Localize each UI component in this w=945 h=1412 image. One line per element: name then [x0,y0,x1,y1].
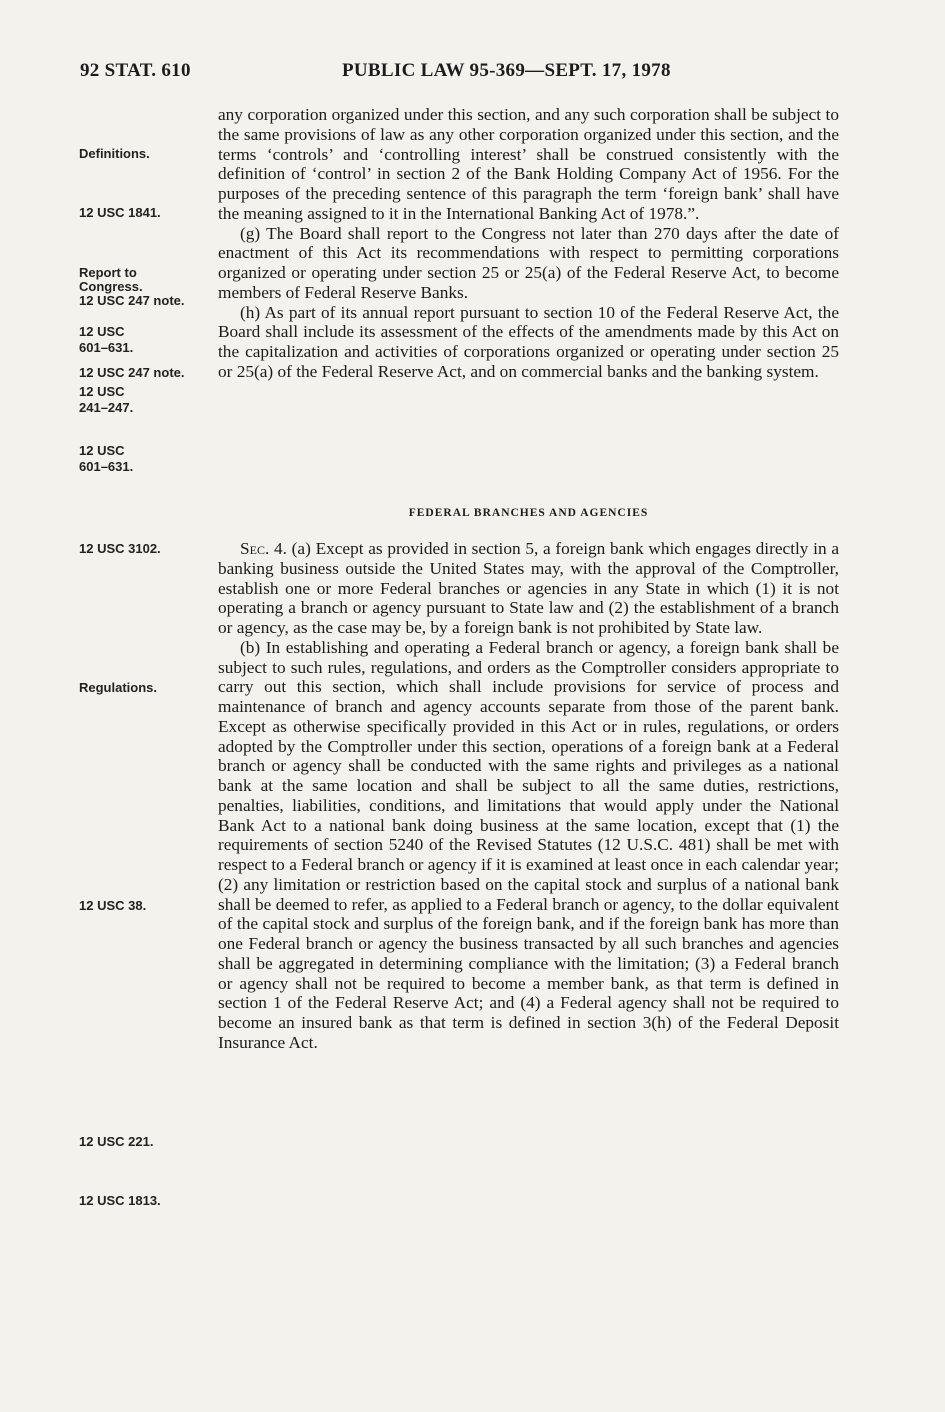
margin-note-12-usc-3102: 12 USC 3102. [79,541,161,556]
margin-note-601-631: 601–631. [79,340,134,355]
page-number-header: 92 STAT. 610 [80,60,191,81]
running-title-header: PUBLIC LAW 95-369—SEPT. 17, 1978 [342,60,671,81]
section-4-label: Sec. 4. [240,539,287,558]
margin-note-definitions: Definitions. [79,146,150,161]
section-4-a-text: (a) Except as provided in section 5, a foreign bank which engages directly in a banking business outside the United States may, with the approval of the Comptroller, establish one or more Federal branches or agencies in any State in which (1) it is not operating a branch or agency pursuant to State law and (2) the establishment of a branch or agency, as the case may be, by a foreign bank is not prohibited by State law. [218,539,839,637]
margin-note-12-usc: 12 USC [79,324,125,339]
margin-note-12-usc-1813: 12 USC 1813. [79,1193,161,1208]
margin-note-12-usc-247-note: 12 USC 247 note. [79,293,185,308]
margin-note-12-usc: 12 USC [79,443,125,458]
margin-note-12-usc-38: 12 USC 38. [79,898,147,913]
section-heading: FEDERAL BRANCHES AND AGENCIES [408,507,649,519]
text-block-top [218,105,839,382]
paragraph-g: (g) The Board shall report to the Congress not later than 270 days after the date of enactment of this Act its recommendations with respect to permitting corporations organized or operating under section 25 or 25(a) of the Federal Reserve Act, to become members of Federal Reserve Banks. [218,223,839,302]
continuation-paragraph: any corporation organized under this section, and any such corporation shall be subject to the same provisions of law as any other corporation organized under this section, and the terms ‘controls’ and ‘controlling interest’ shall be construed consistently with the definition of ‘control’ in section 2 of the Bank Holding Company Act of 1956. For the purposes of the preceding sentence of this paragraph the term ‘foreign bank’ shall have the meaning assigned to it in the International Banking Act of 1978.”. [218,105,839,223]
margin-note-241-247: 241–247. [79,400,134,415]
margin-note-601-631: 601–631. [79,459,134,474]
section-4-b: (b) In establishing and operating a Federal branch or agency, a foreign bank shall be subject to such rules, regulations, and orders as the Comptroller considers appropriate to carry out this section, which shall include provisions for service of process and maintenance of branch and agency accounts separate from those of the parent bank. Except as otherwise specifically provided in this Act or in rules, regulations, or orders adopted by the Comptroller under this section, operations of a foreign bank at a Federal branch or agency shall be conducted with the same rights and privileges as a national bank at the same location and shall be subject to all the same duties, restrictions, penalties, liabilities, conditions, and limitations that would apply under the National Bank Act to a national bank doing business at the same location, except that (1) the requirements of section 5240 of the Revised Statutes (12 U.S.C. 481) shall be met with respect to a Federal branch or agency if it is examined at least once in each calendar year; (2) any limitation or restriction based on the capital stock and surplus of a national bank shall be deemed to refer, as applied to a Federal branch or agency, to the dollar equivalent of the capital stock and surplus of the foreign bank, and if the foreign bank has more than one Federal branch or agency the business transacted by all such branches and agencies shall be aggregated in determining compliance with the limitation; (3) a Federal branch or agency shall not be required to become a member bank, as that term is defined in section 1 of the Federal Reserve Act; and (4) a Federal agency shall not be required to become an insured bank as that term is defined in section 3(h) of the Federal Deposit Insurance Act. [218,637,839,1052]
margin-note-congress: Congress. [79,279,143,294]
margin-note-12-usc-221: 12 USC 221. [79,1134,154,1149]
margin-note-12-usc-247-note: 12 USC 247 note. [79,365,185,380]
margin-note-report-to: Report to [79,265,137,280]
text-block-section-4 [218,539,839,1053]
margin-note-12-usc-1841: 12 USC 1841. [79,205,161,220]
margin-note-regulations: Regulations. [79,680,158,695]
margin-note-12-usc: 12 USC [79,384,125,399]
paragraph-h: (h) As part of its annual report pursuant to section 10 of the Federal Reserve Act, the Board shall include its assessment of the effects of the amendments made by this Act on the capitalization and activities of corporations organized or operating under section 25 or 25(a) of the Federal Reserve Act, and on commercial banks and the banking system. [218,302,839,381]
section-4-a [218,539,839,638]
